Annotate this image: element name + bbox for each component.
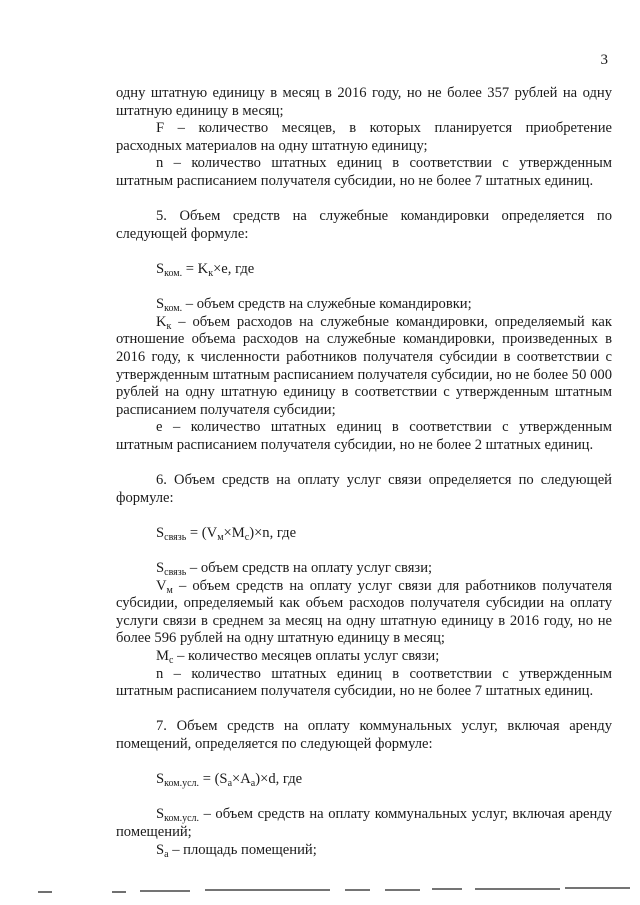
definition-f: F – количество месяцев, в которых планируется приобретение расходных материалов на одну штатную единицу; (116, 120, 612, 154)
definition-s-kom-usl: $S_{ком.усл.}$ – объем средств на оплату коммунальных услуг, включая аренду помещений; (116, 806, 612, 840)
section-6-heading: 6. Объем средств на оплату услуг связи определяется по следующей формуле: (116, 472, 612, 506)
definition-k: $K_к$ – объем расходов на служебные командировки, определяемый как отношение объема расходов на служебные командировки, произведенных в 2016 году, к численности работников получателя субсидии в соответствии с утвержденным штатным расписанием получателя субсидии, но не более 50 000 рублей на одну штатную единицу в соответствии с утвержденным штатным расписанием получателя субсидии; (116, 313, 612, 418)
definition-m: $M_c$ – количество месяцев оплаты услуг связи; (156, 648, 440, 666)
definition-s-a: $S_a$ – площадь помещений; (156, 841, 317, 860)
definition-v: $V_м$ – объем средств на оплату услуг связи для работников получателя субсидии, определяемый как объем расходов получателя субсидии на оплату услуги связи в среднем за месяц на одну штатную единицу в 2016 году, но не более 596 рублей на одну штатную единицу в месяц; (116, 577, 612, 647)
definition-e: e – количество штатных единиц в соответствии с утвержденным штатным расписанием получателя субсидии, но не более 2 штатных единиц. (116, 419, 612, 453)
definition-n: n – количество штатных единиц в соответствии с утвержденным штатным расписанием получателя субсидии, но не более 7 штатных единиц. (116, 155, 612, 189)
scan-artifact-lines (0, 880, 640, 900)
formula-utilities: $S_{ком.усл.} = (S_a\times A_a)\times d$, где (156, 771, 303, 790)
definition-s-svyaz: $S_{связь}$ – объем средств на оплату услуг связи; (156, 560, 433, 579)
formula-communication: $S_{связь} = (V_м\times M_c)\times n$, где (156, 524, 297, 543)
formula-travel: $S_{ком.} = K_к\times e$, где (156, 260, 255, 279)
document-body (116, 85, 612, 859)
definition-s-kom: $S_{ком.}$ – объем средств на служебные командировки; (156, 296, 472, 315)
paragraph: одну штатную единицу в месяц в 2016 году, но не более 357 рублей на одну штатную единицу в месяц; (116, 85, 612, 119)
page-number: 3 (600, 52, 608, 68)
section-7-heading: 7. Объем средств на оплату коммунальных услуг, включая аренду помещений, определяется по следующей формуле: (116, 718, 612, 752)
definition-n-2: n – количество штатных единиц в соответствии с утвержденным штатным расписанием получателя субсидии, но не более 7 штатных единиц. (116, 665, 612, 700)
section-5-heading: 5. Объем средств на служебные командировки определяется по следующей формуле: (116, 208, 612, 242)
